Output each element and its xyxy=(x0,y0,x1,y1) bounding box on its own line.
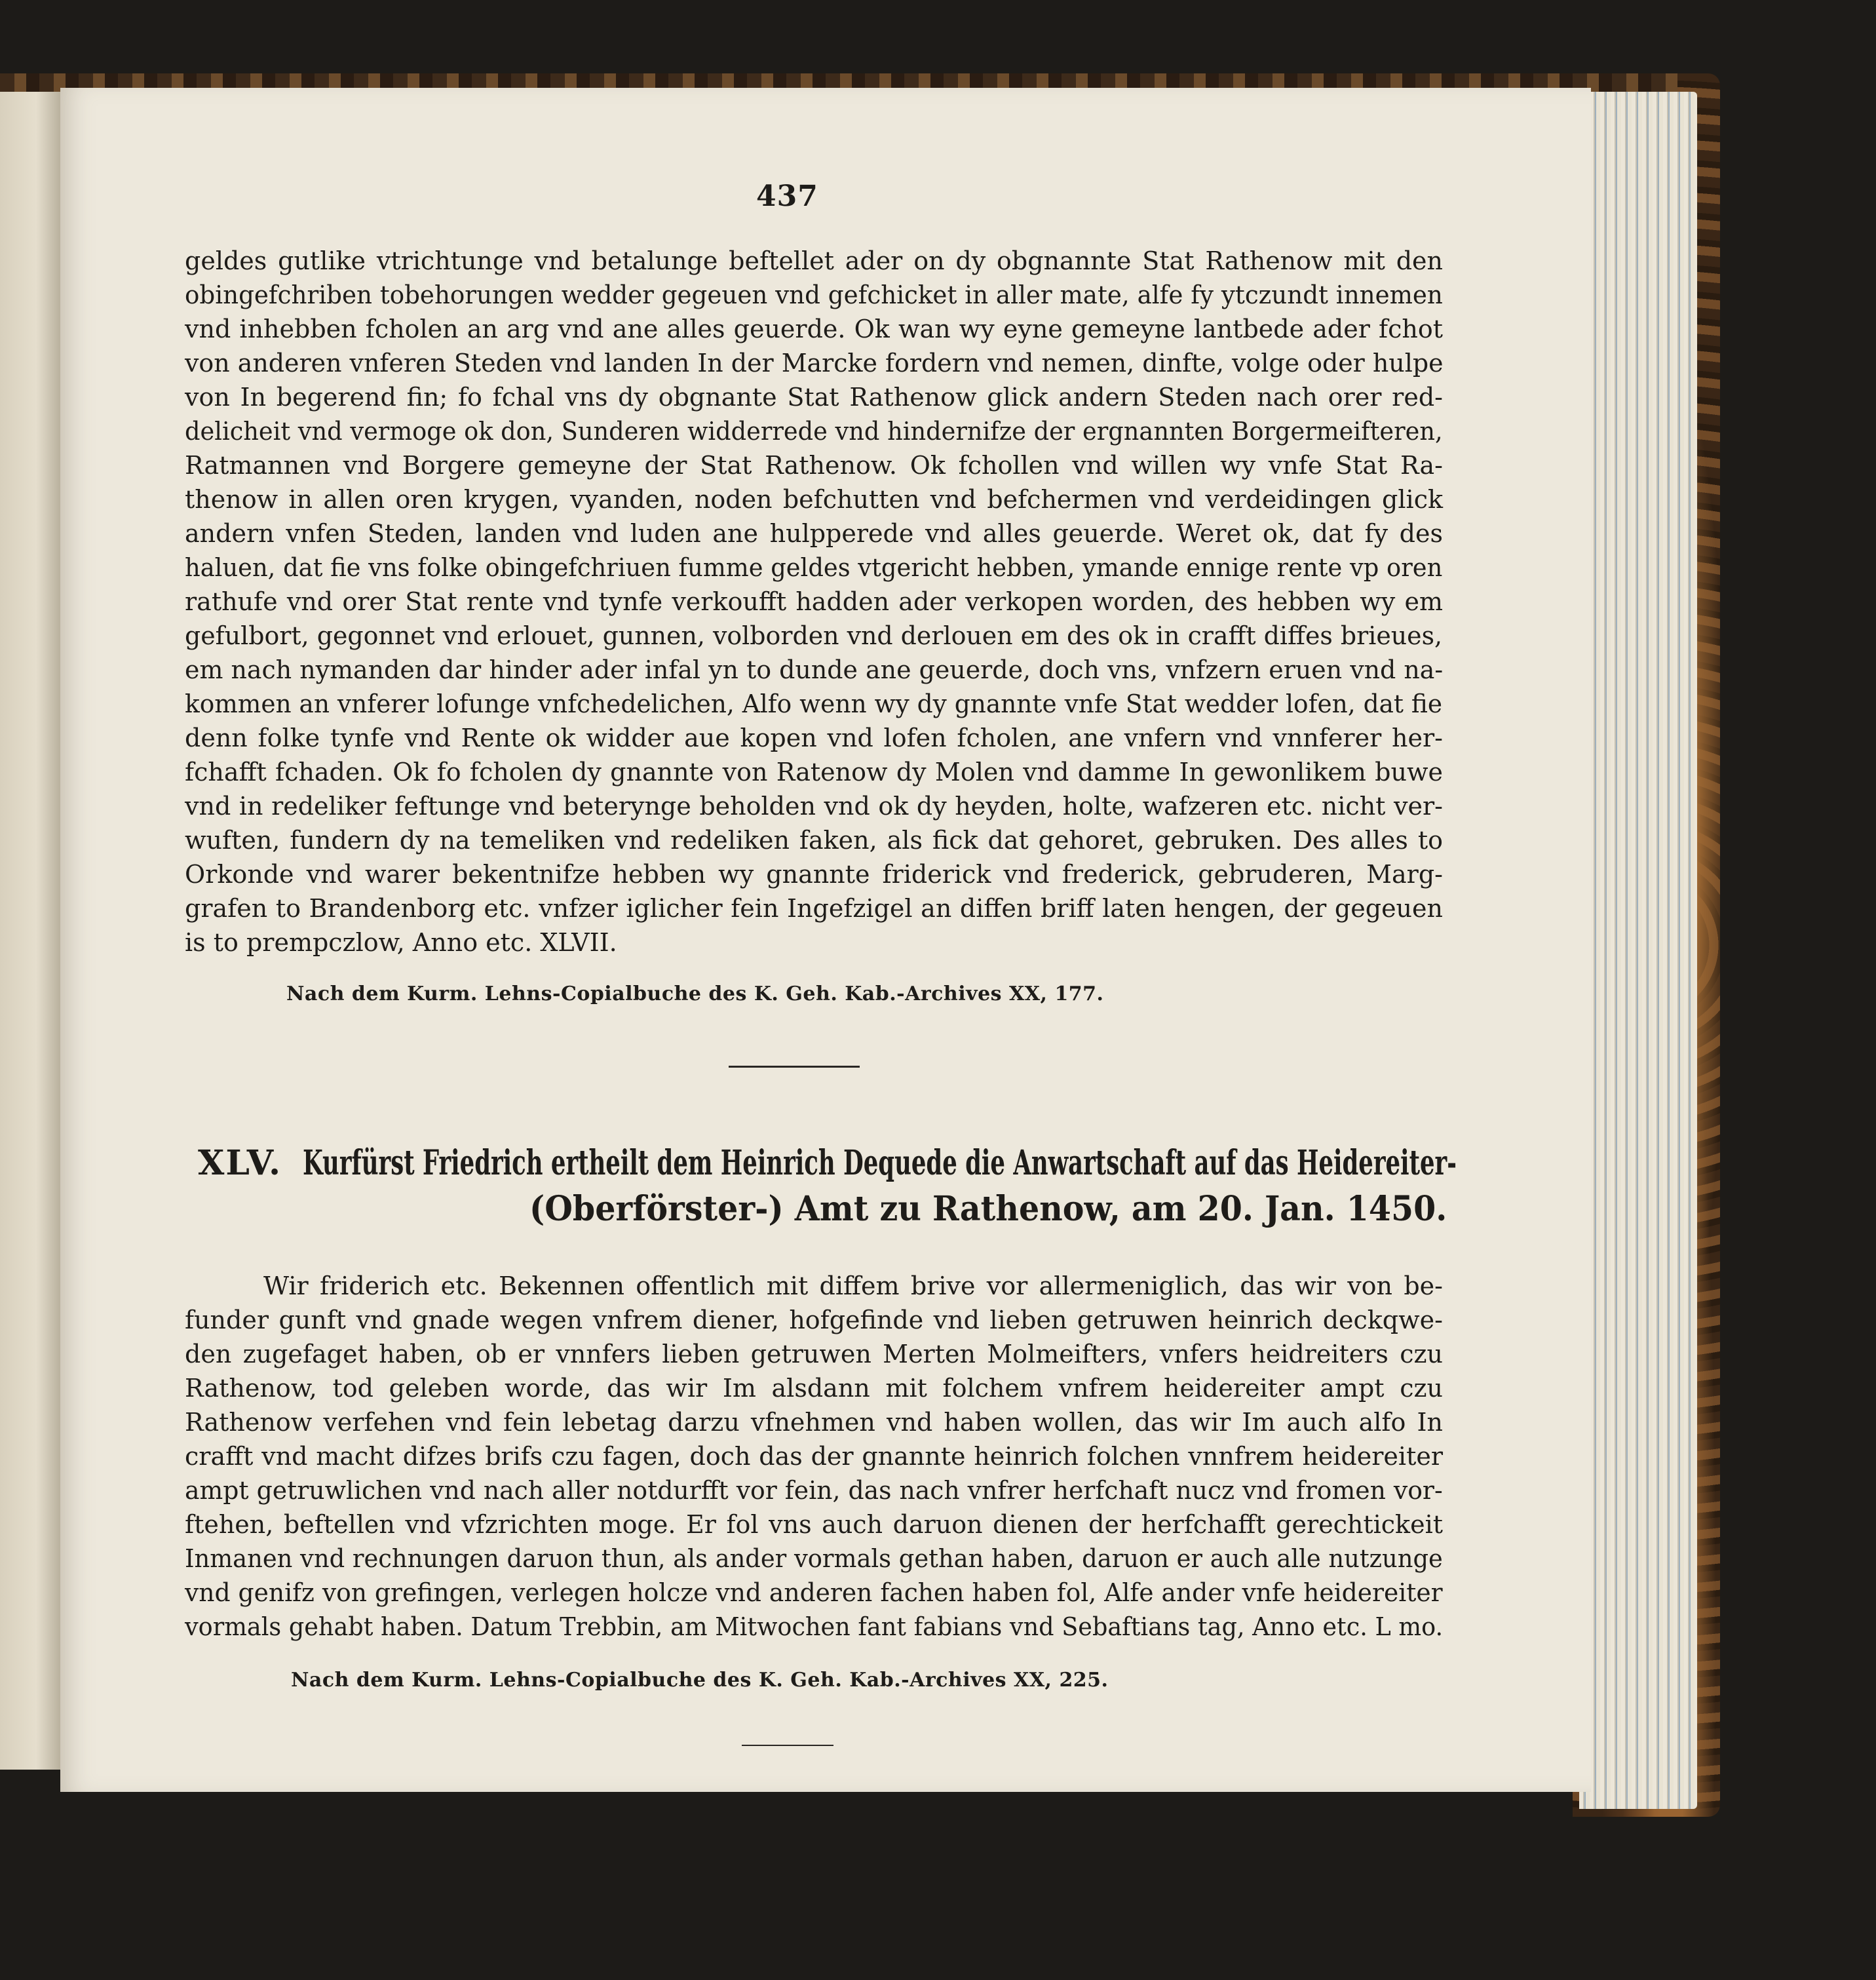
text-line: em nach nymanden dar hinder ader infal yn to dunde ane geuerde, doch vns, vnfzern eruen vnd na- xyxy=(185,655,1444,684)
source-note-2: Nach dem Kurm. Lehns-Copialbuche des K. Geh. Kab.-Archives XX, 225. xyxy=(291,1669,1109,1692)
text-line: rathufe vnd orer Stat rente vnd tynfe verkoufft hadden ader verkopen worden, des hebben wy em xyxy=(185,587,1443,616)
text-line: obingefchriben tobehorungen wedder gegeuen vnd gefchicket in aller mate, alfe fy ytczundt innemen xyxy=(185,281,1443,309)
text-line: is to prempczlow, Anno etc. XLVII. xyxy=(185,928,617,957)
document-number: XLV. xyxy=(198,1143,282,1183)
document-1-text xyxy=(185,244,1443,960)
text-line: vnd genifz von grefingen, verlegen holcze vnd anderen fachen haben fol, Alfe ander vnfe heidereiter xyxy=(185,1578,1443,1607)
page-number: 437 xyxy=(756,180,818,213)
text-line: delicheit vnd vermoge ok don, Sunderen widderrede vnd hindernifze der ergnannten Borgermeifteren, xyxy=(185,417,1443,446)
text-line: von anderen vnferen Steden vnd landen In der Marcke fordern vnd nemen, dinfte, volge oder hulpe xyxy=(185,349,1444,378)
text-line: vormals gehabt haben. Datum Trebbin, am Mitwochen fant fabians vnd Sebaftians tag, Anno etc. L mo. xyxy=(185,1612,1444,1641)
text-line: Inmanen vnd rechnungen daruon thun, als ander vormals gethan haben, daruon er auch alle nutzunge xyxy=(185,1544,1443,1573)
text-line: vnd inhebben fcholen an arg vnd ane alles geuerde. Ok wan wy eyne gemeyne lantbede ader fchot xyxy=(185,315,1443,343)
end-divider xyxy=(742,1745,833,1746)
text-line: Wir friderich etc. Bekennen offentlich mit diffem brive vor allermeniglich, das wir von be- xyxy=(263,1271,1443,1300)
text-line: gefulbort, gegonnet vnd erlouet, gunnen, volborden vnd derlouen em des ok in crafft diffes brieues, xyxy=(185,621,1443,650)
text-line: kommen an vnferer lofunge vnfchedelichen, Alfo wenn wy dy gnannte vnfe Stat wedder lofen, dat fie xyxy=(185,689,1443,718)
text-line: grafen to Brandenborg etc. vnfzer iglicher fein Ingefzigel an diffen briff laten hengen, der gegeuen xyxy=(185,894,1443,923)
text-line: ftehen, beftellen vnd vfzrichten moge. Er fol vns auch daruon dienen der herfchafft gerechtickeit xyxy=(185,1510,1443,1539)
heading-line-2: (Oberförster-) Amt zu Rathenow, am 20. Jan. 1450. xyxy=(529,1189,1447,1229)
source-note-1: Nach dem Kurm. Lehns-Copialbuche des K. Geh. Kab.-Archives XX, 177. xyxy=(286,982,1104,1005)
text-line: Rathenow verfehen vnd fein lebetag darzu vfnehmen vnd haben wollen, das wir Im auch alfo In xyxy=(185,1408,1443,1437)
document-2-text xyxy=(185,1269,1443,1644)
section-divider xyxy=(729,1066,860,1068)
text-line: von In begerend fin; fo fchal vns dy obgnante Stat Rathenow glick andern Steden nach orer red- xyxy=(185,383,1443,412)
text-line: vnd in redeliker feftunge vnd beterynge beholden vnd ok dy heyden, holte, wafzeren etc. nicht ver- xyxy=(185,792,1443,821)
text-line: wuften, fundern dy na temeliken vnd redeliken faken, als fick dat gehoret, gebruken. Des alles to xyxy=(185,826,1443,855)
text-line: denn folke tynfe vnd Rente ok widder aue kopen vnd lofen fcholen, ane vnfern vnd vnnferer her- xyxy=(185,724,1443,752)
text-line: geldes gutlike vtrichtunge vnd betalunge beftellet ader on dy obgnannte Stat Rathenow mit den xyxy=(185,246,1443,275)
text-line: andern vnfen Steden, landen vnd luden ane hulpperede vnd alles geuerde. Weret ok, dat fy des xyxy=(185,519,1443,548)
text-line: crafft vnd macht difzes brifs czu fagen, doch das der gnannte heinrich folchen vnnfrem heidereiter xyxy=(185,1442,1443,1471)
text-line: funder gunft vnd gnade wegen vnfrem diener, hofgefinde vnd lieben getruwen heinrich deckqwe- xyxy=(185,1306,1443,1334)
text-line: Orkonde vnd warer bekentnifze hebben wy gnannte friderick vnd frederick, gebruderen, Marg- xyxy=(185,860,1443,889)
heading-line-1: Kurfürst Friedrich ertheilt dem Heinrich Dequede die Anwartschaft auf das Heidereiter- xyxy=(303,1143,1457,1183)
text-line: Rathenow, tod geleben worde, das wir Im alsdann mit folchem vnfrem heidereiter ampt czu xyxy=(185,1374,1443,1403)
text-line: ampt getruwlichen vnd nach aller notdurfft vor fein, das nach vnfrer herfchaft nucz vnd fromen vor- xyxy=(185,1476,1443,1505)
book-page xyxy=(60,88,1591,1792)
text-line: thenow in allen oren krygen, vyanden, noden befchutten vnd befchermen vnd verdeidingen glick xyxy=(185,485,1443,514)
text-line: fchafft fchaden. Ok fo fcholen dy gnannte von Ratenow dy Molen vnd damme In gewonlikem buwe xyxy=(185,758,1443,786)
text-line: haluen, dat fie vns folke obingefchriuen fumme geldes vtgericht hebben, ymande ennige rente vp oren xyxy=(185,553,1443,582)
text-line: den zugefaget haben, ob er vnnfers lieben getruwen Merten Molmeifters, vnfers heidreiters czu xyxy=(185,1340,1443,1369)
left-page-edge xyxy=(0,92,60,1770)
text-line: Ratmannen vnd Borgere gemeyne der Stat Rathenow. Ok fchollen vnd willen wy vnfe Stat Ra- xyxy=(185,451,1443,480)
page-stack-edges xyxy=(1579,92,1697,1809)
